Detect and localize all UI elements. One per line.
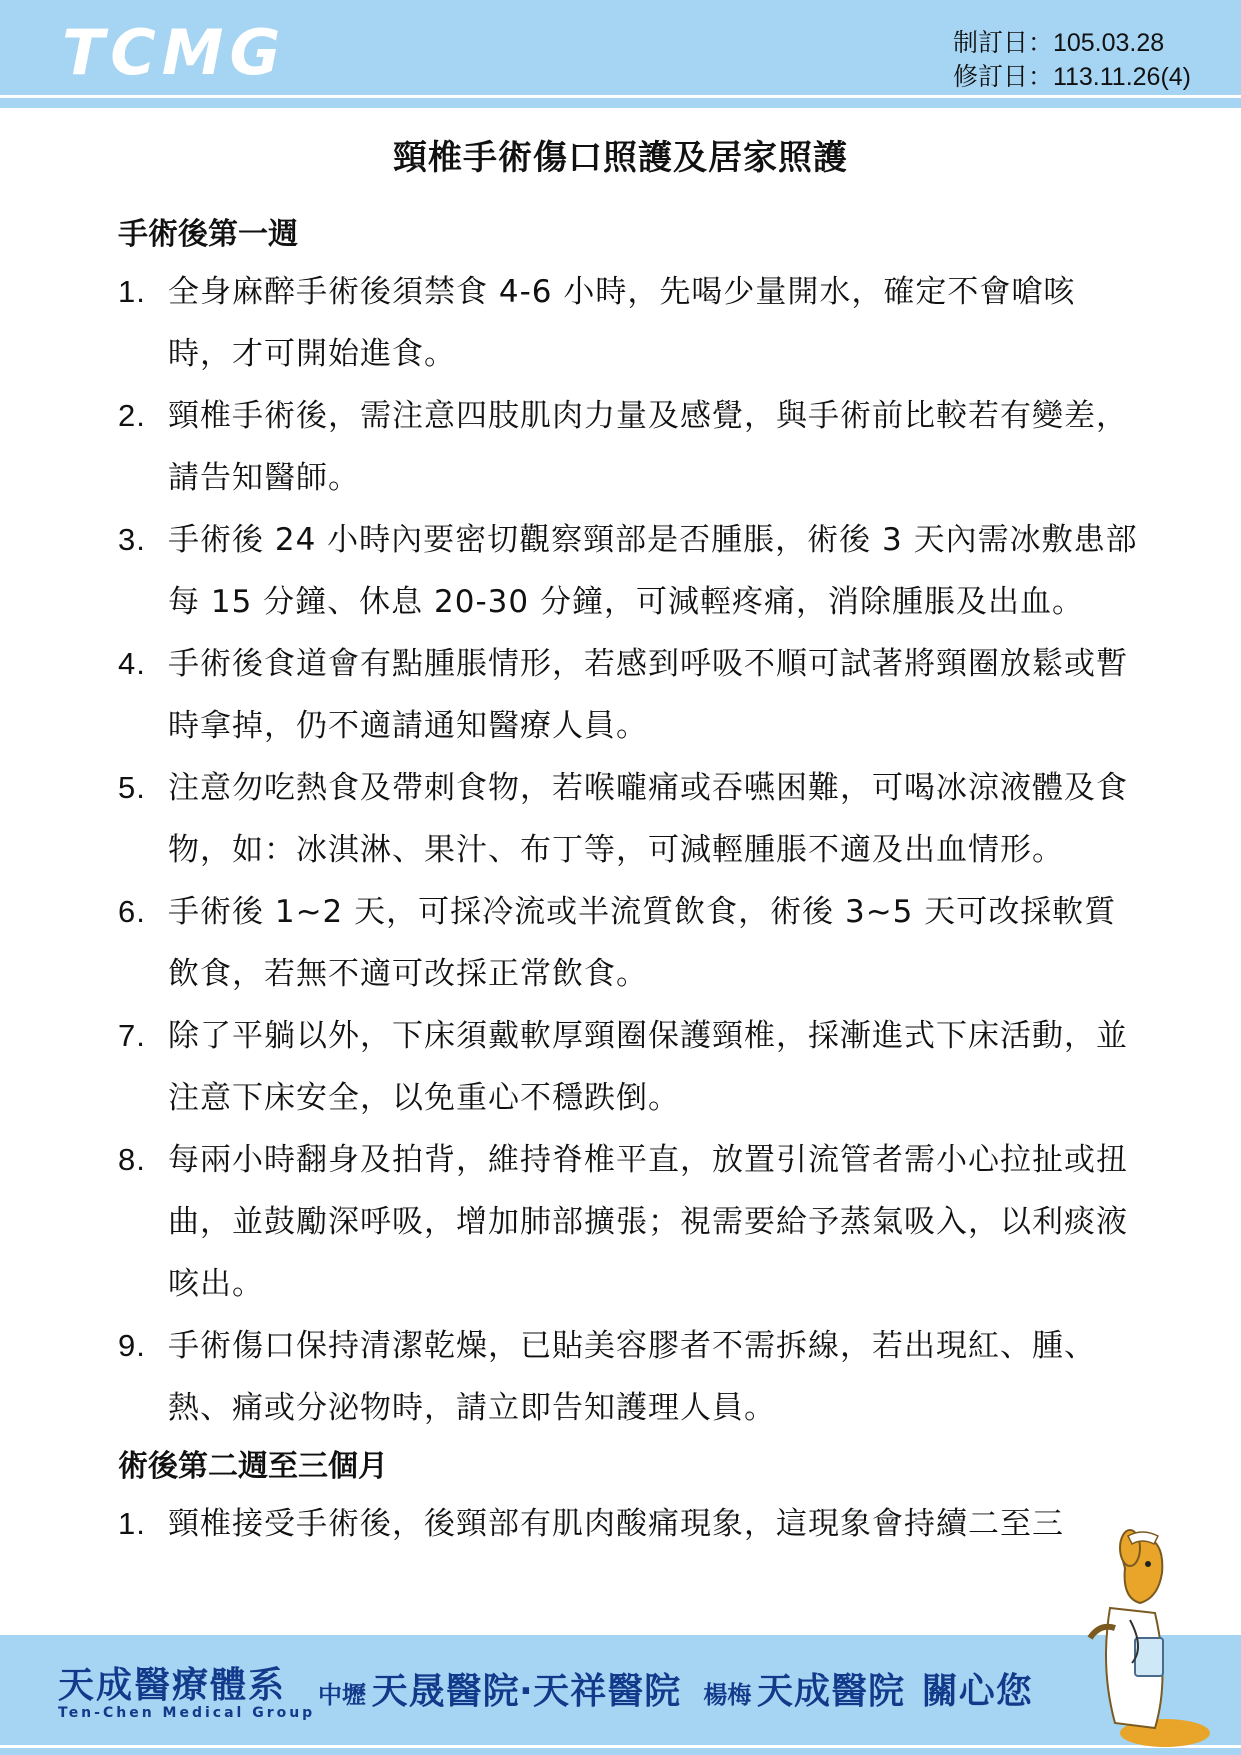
list-item [118,261,1138,385]
list-item [118,509,1138,633]
item-number: 6. [118,894,146,929]
created-date: 制訂日：105.03.28 [952,29,1165,57]
item-number: 8. [118,1142,146,1177]
closing-text: 關心您 [921,1671,1033,1712]
group-name: 天成醫療體系 [58,1665,287,1706]
group-english-name: Ten-Chen Medical Group [58,1705,316,1721]
location-zhongli: 中壢 [318,1681,366,1709]
item-text: 每兩小時翻身及拍背，維持脊椎平直，放置引流管者需小心拉扯或扭曲，並鼓勵深呼吸，增加肺部擴張；視需要給予蒸氣吸入，以利痰液咳出。 [168,1142,1128,1302]
item-number: 1. [118,1506,146,1541]
list-item [118,633,1138,757]
hospital-name-yangmei: 天成醫院 [756,1671,905,1712]
item-number: 1. [118,274,146,309]
section-heading-week1: 手術後第一週 [118,217,298,252]
revision-dates [953,26,1191,94]
hospital-line [318,1663,1033,1714]
item-text: 除了平躺以外，下床須戴軟厚頸圈保護頸椎，採漸進式下床活動，並注意下床安全，以免重心不穩跌倒。 [168,1018,1128,1116]
header-bar [0,0,1241,95]
item-number: 5. [118,770,146,805]
item-text: 頸椎接受手術後，後頸部有肌肉酸痛現象，這現象會持續二至三 [168,1506,1064,1542]
hospital-names-zhongli: 天晟醫院‧天祥醫院 [371,1671,682,1712]
item-text: 手術後 24 小時內要密切觀察頸部是否腫脹，術後 3 天內需冰敷患部每 15 分鐘、休息 20-30 分鐘，可減輕疼痛，消除腫脹及出血。 [168,522,1138,620]
list-item [118,1129,1138,1315]
item-text: 全身麻醉手術後須禁食 4-6 小時，先喝少量開水，確定不會嗆咳時，才可開始進食。 [168,274,1076,372]
list-item [118,881,1138,1005]
section-heading-week2: 術後第二週至三個月 [118,1449,388,1484]
item-text: 注意勿吃熱食及帶刺食物，若喉嚨痛或吞嚥困難，可喝冰涼液體及食物，如：冰淇淋、果汁、布丁等，可減輕腫脹不適及出血情形。 [168,770,1128,868]
week1-list [118,261,1138,1439]
item-text: 手術後食道會有點腫脹情形，若感到呼吸不順可試著將頸圈放鬆或暫時拿掉，仍不適請通知醫療人員。 [168,646,1128,744]
item-number: 3. [118,522,146,557]
revised-date: 修訂日：113.11.26(4) [952,63,1191,91]
item-number: 4. [118,646,146,681]
list-item [118,1005,1138,1129]
list-item [118,1493,1138,1555]
item-text: 手術傷口保持清潔乾燥，已貼美容膠者不需拆線，若出現紅、腫、熱、痛或分泌物時，請立即告知護理人員。 [168,1328,1096,1426]
list-item [118,757,1138,881]
tcmg-logo: TCMG [62,16,287,89]
footer-edge [0,1748,1241,1755]
footer-bar [0,1635,1241,1745]
header-divider [0,98,1241,108]
item-number: 2. [118,398,146,433]
list-item [118,1315,1138,1439]
kangaroo-doctor-mascot-icon [1070,1528,1220,1753]
item-number: 9. [118,1328,146,1363]
item-text: 手術後 1~2 天，可採冷流或半流質飲食，術後 3~5 天可改採軟質飲食，若無不適可改採正常飲食。 [168,894,1117,992]
week2-list [118,1493,1138,1555]
list-item [118,385,1138,509]
item-text: 頸椎手術後，需注意四肢肌肉力量及感覺，與手術前比較若有變差，請告知醫師。 [168,398,1128,496]
item-number: 7. [118,1018,146,1053]
page-title: 頸椎手術傷口照護及居家照護 [393,138,848,178]
document-body [118,205,1138,1555]
location-yangmei: 楊梅 [703,1681,752,1709]
